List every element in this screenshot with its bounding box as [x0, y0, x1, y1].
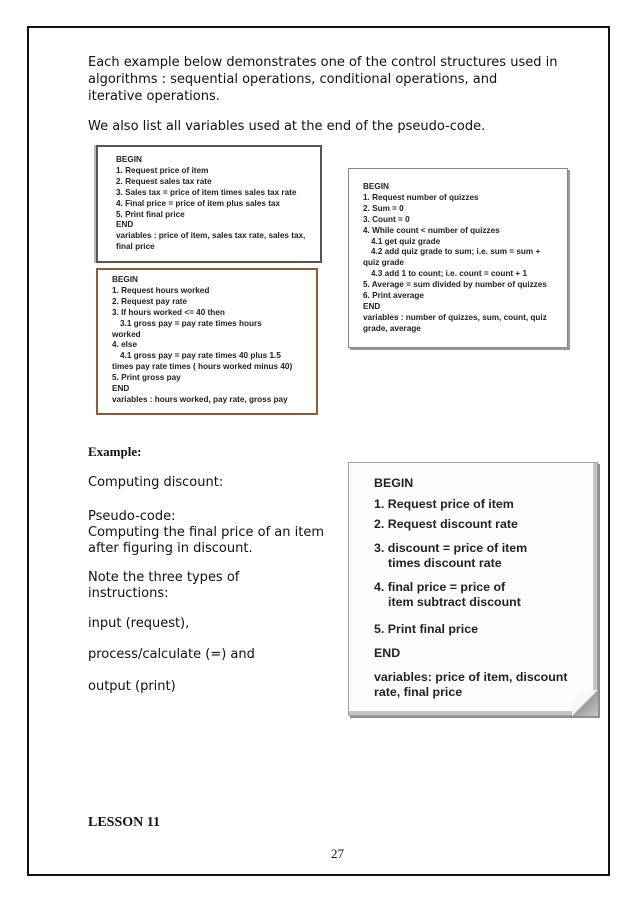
code-line: END — [116, 220, 134, 230]
code-line: times discount rate — [388, 556, 502, 570]
intro-line-3: iterative operations. — [88, 89, 220, 104]
code-line: 3. If hours worked <= 40 then — [112, 307, 225, 317]
pseudocode-box-discount — [348, 462, 598, 716]
code-line: rate, final price — [374, 685, 463, 699]
pseudocode-box-iterative — [348, 168, 568, 348]
example-desc-2: after figuring in discount. — [88, 541, 253, 556]
code-line: 1. Request number of quizzes — [363, 192, 479, 202]
page-number: 27 — [331, 846, 344, 861]
code-line: 3. Sales tax = price of item times sales tax rate — [116, 187, 297, 197]
code-line: 3.1 gross pay = pay rate times hours — [120, 318, 262, 328]
note-line-2: instructions: — [88, 586, 169, 601]
pseudo-code-label: Pseudo-code: — [88, 509, 176, 524]
example-desc-1: Computing the final price of an item — [88, 525, 324, 540]
code-begin: BEGIN — [374, 476, 414, 490]
code-line: 5. Print gross pay — [112, 373, 181, 383]
code-line: worked — [112, 329, 141, 339]
code-line: 4. Final price = price of item plus sales tax — [116, 198, 281, 208]
code-line: 2. Request pay rate — [112, 296, 188, 306]
intro-line-2: algorithms : sequential operations, conditional operations, and — [88, 72, 498, 87]
code-line: END — [363, 301, 381, 311]
code-line: variables : number of quizzes, sum, count, quiz — [363, 312, 547, 322]
pseudocode-box-conditional — [96, 268, 318, 415]
code-line: quiz grade — [363, 258, 404, 268]
computing-discount-label: Computing discount: — [88, 475, 224, 490]
process-type-text: process/calculate (=) and — [88, 647, 255, 662]
intro-line-4: We also list all variables used at the end of the pseudo-code. — [88, 119, 486, 134]
input-type-text: input (request), — [88, 616, 190, 631]
note-line-1: Note the three types of — [88, 570, 240, 585]
code-end: END — [374, 646, 401, 660]
pseudocode-box-sequential — [96, 145, 322, 263]
code-line: 4.2 add quiz grade to sum; i.e. sum = sum + — [371, 247, 541, 257]
code-line: END — [112, 384, 130, 394]
intro-line-1: Each example below demonstrates one of the control structures used in — [88, 55, 558, 70]
code-line: 4.3 add 1 to count; i.e. count = count + 1 — [371, 269, 528, 279]
code-line: grade, average — [363, 323, 421, 333]
code-line: variables : hours worked, pay rate, gross pay — [112, 394, 288, 404]
code-line: item subtract discount — [388, 595, 521, 609]
lesson-heading: LESSON 11 — [88, 815, 160, 830]
code-line: BEGIN — [116, 155, 142, 164]
code-line: 6. Print average — [363, 291, 424, 301]
code-line: 5. Average = sum divided by number of quizzes — [363, 280, 547, 290]
code-line: 4.1 get quiz grade — [371, 236, 441, 246]
page-curl-icon — [572, 690, 598, 716]
code-line: 4. final price = price of — [374, 580, 506, 594]
code-line: 3. discount = price of item — [374, 541, 528, 555]
code-line: BEGIN — [112, 275, 138, 284]
code-line: 5. Print final price — [116, 209, 185, 219]
code-line: 2. Request discount rate — [374, 517, 518, 531]
code-line: 3. Count = 0 — [363, 214, 410, 224]
code-line: 4. else — [112, 340, 138, 350]
code-line: times pay rate times ( hours worked minus 40) — [112, 362, 293, 372]
code-line: 4. While count < number of quizzes — [363, 225, 500, 235]
code-line: 2. Sum = 0 — [363, 203, 404, 213]
code-line: 5. Print final price — [374, 622, 478, 636]
code-line: 1. Request hours worked — [112, 285, 210, 295]
code-line: variables: price of item, discount — [374, 670, 568, 684]
code-line: 1. Request price of item — [116, 165, 209, 175]
code-line: variables : price of item, sales tax rate, sales tax, — [116, 231, 306, 241]
output-type-text: output (print) — [88, 679, 176, 694]
example-heading: Example: — [88, 444, 142, 459]
code-line: BEGIN — [363, 182, 389, 191]
code-line: 1. Request price of item — [374, 497, 514, 511]
code-line: 2. Request sales tax rate — [116, 176, 212, 186]
code-line: final price — [116, 242, 155, 252]
code-line: 4.1 gross pay = pay rate times 40 plus 1.5 — [120, 351, 281, 361]
